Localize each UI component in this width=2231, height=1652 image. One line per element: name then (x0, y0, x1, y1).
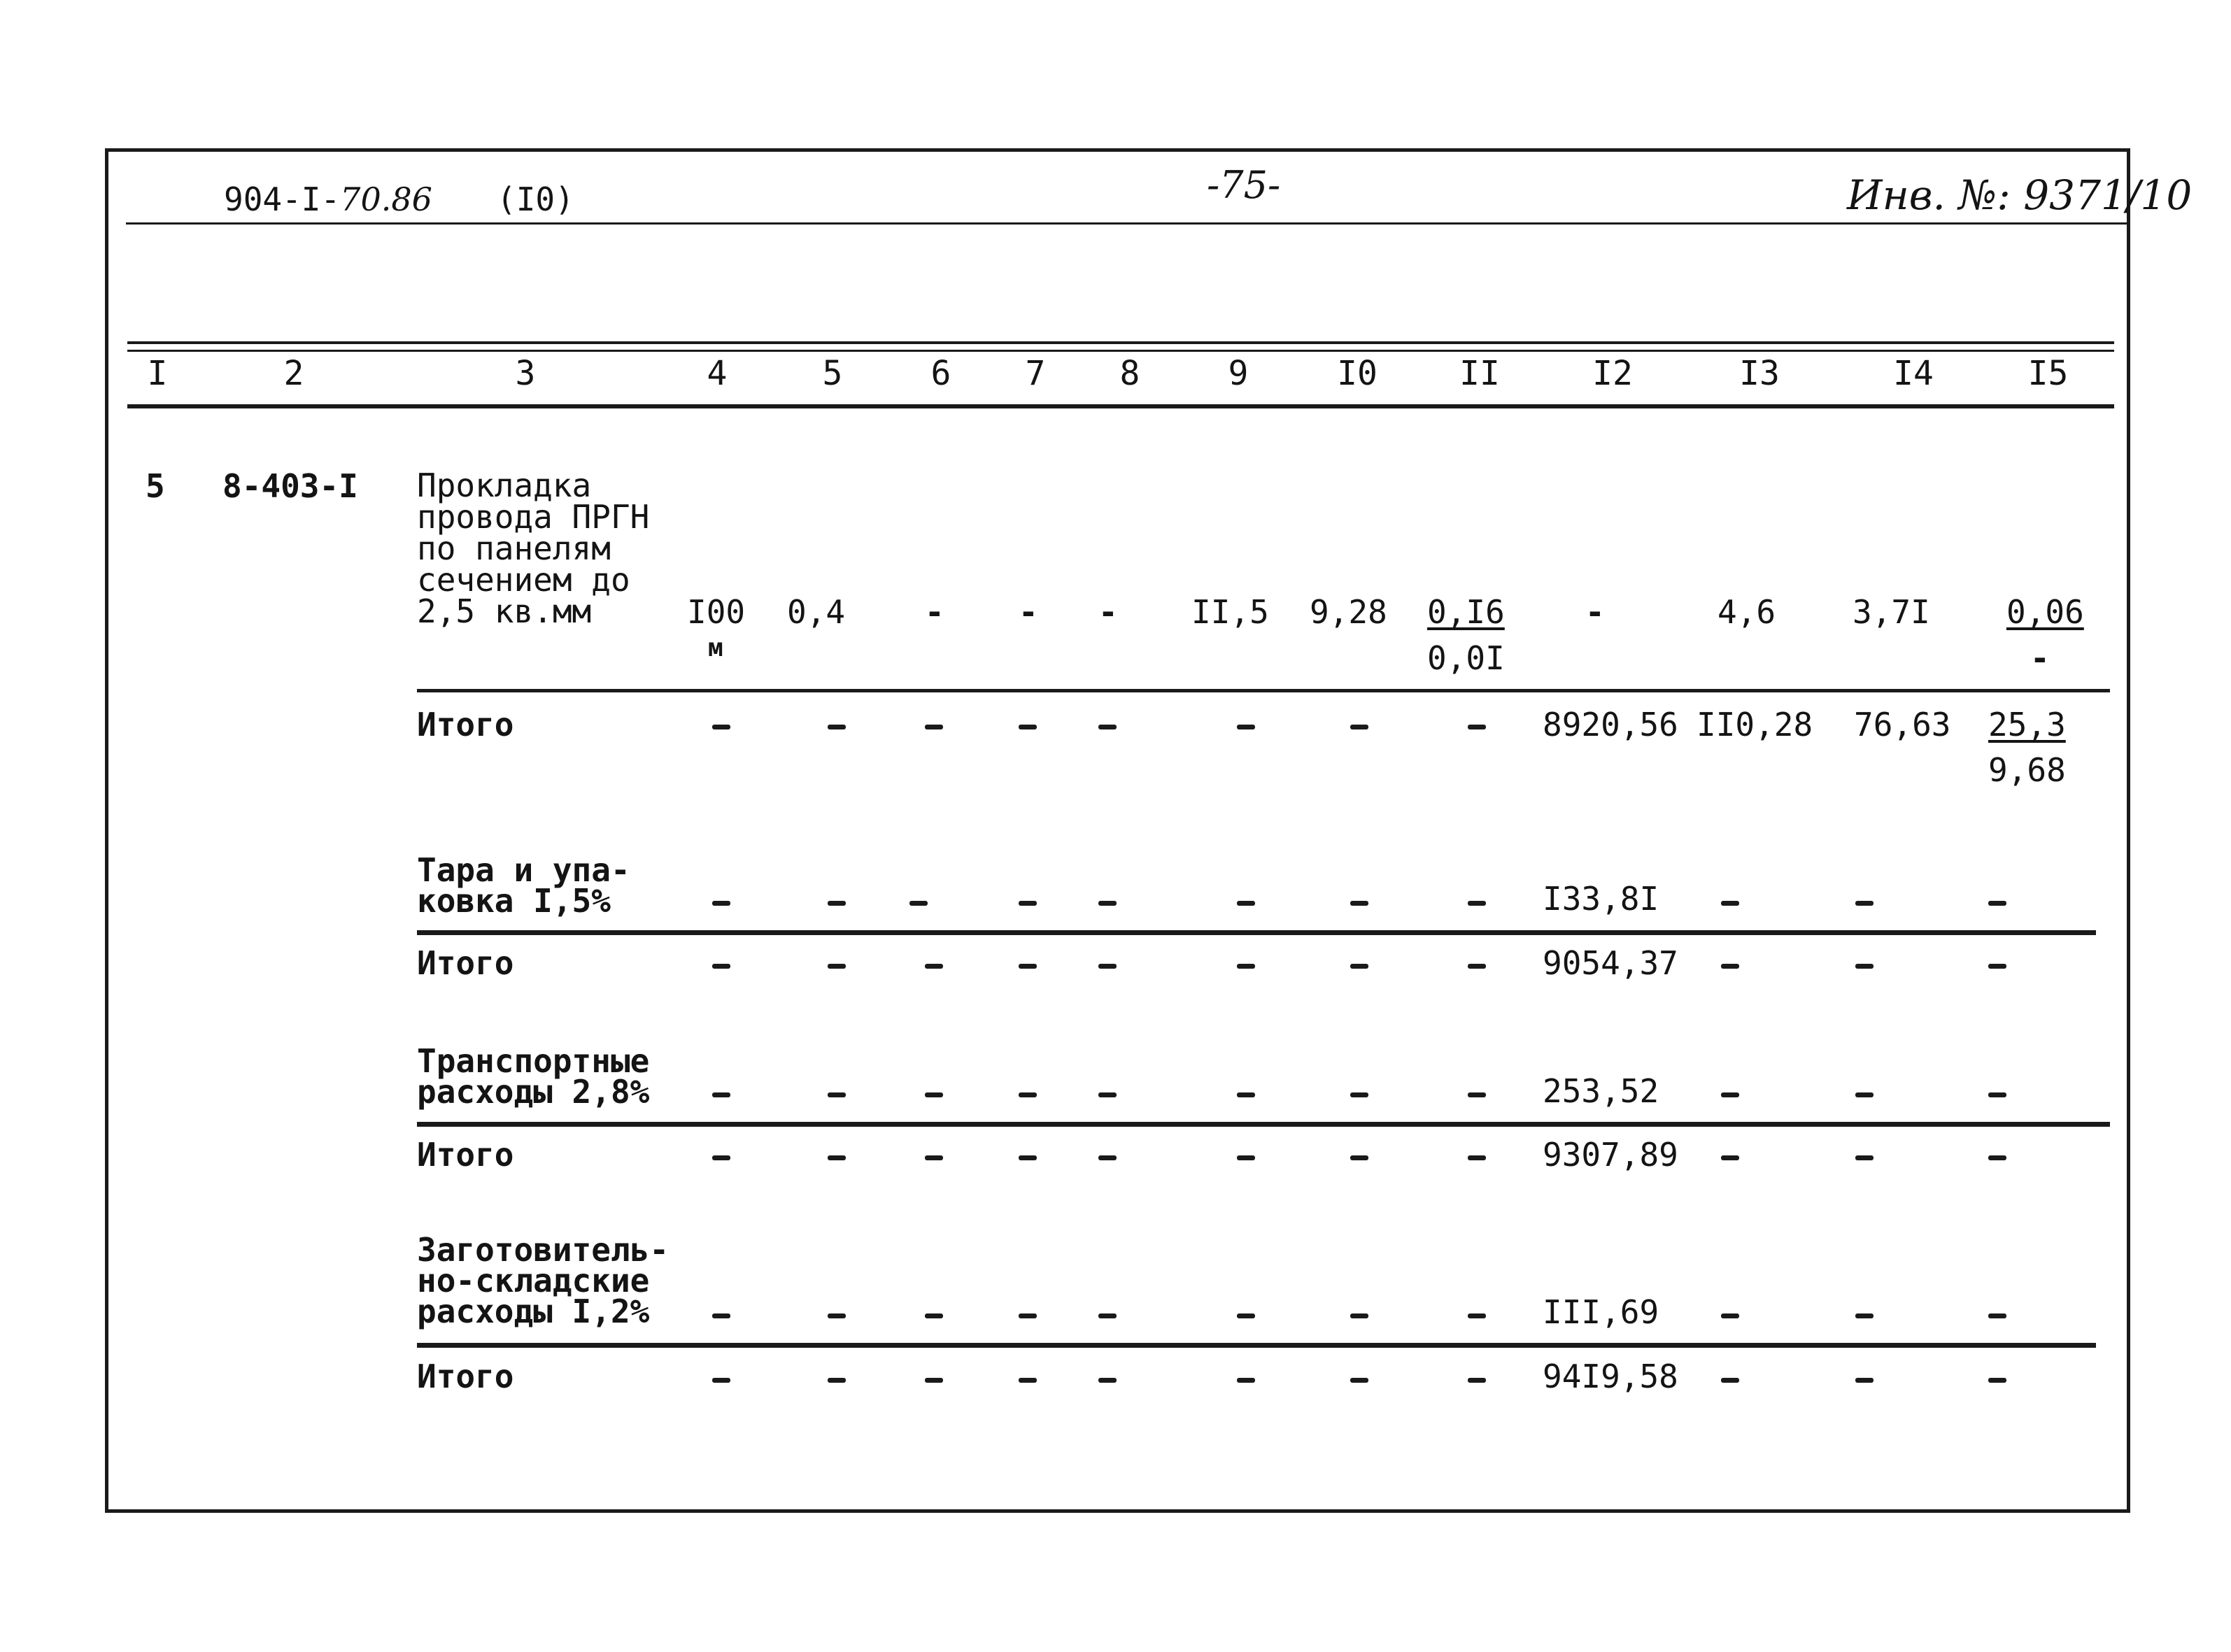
transport-dash-13 (1721, 1092, 1739, 1097)
transport-dash-8 (1098, 1092, 1117, 1097)
page-number: -75- (1207, 163, 1281, 207)
subtotal-2-dash-9 (1237, 964, 1255, 969)
transport-dash-5 (828, 1092, 846, 1097)
row-number: 5 (146, 467, 165, 505)
subtotal-1-dash-6 (925, 725, 943, 729)
subtotal-2-dash-8 (1098, 964, 1117, 969)
item-col-11-top: 0,I6 (1427, 593, 1505, 631)
subtotal-2-dash-13 (1721, 964, 1739, 969)
subtotal-4-dash-10 (1350, 1378, 1368, 1383)
subtotal-4-dash-6 (925, 1378, 943, 1383)
subtotal-1-label: Итого (417, 706, 514, 743)
subtotal-1-col-14: 76,63 (1854, 706, 1951, 743)
storage-dash-7 (1019, 1313, 1037, 1318)
subtotal-3-dash-6 (925, 1155, 943, 1160)
column-header-7: 7 (1025, 354, 1046, 393)
subtotal-2-dash-7 (1019, 964, 1037, 969)
subtotal-3-dash-8 (1098, 1155, 1117, 1160)
subtotal-4-label: Итого (417, 1358, 514, 1395)
inventory-number: Инв. №: 9371/10 (1847, 171, 2193, 219)
item-col-12: - (1585, 593, 1605, 631)
subtotal-3-dash-5 (828, 1155, 846, 1160)
subtotal-1-col-15-top: 25,3 (1988, 706, 2066, 743)
packaging-dash-13 (1721, 901, 1739, 906)
column-header-1: I (147, 354, 168, 393)
item-col-15-bottom: - (2030, 639, 2050, 677)
subtotal-2-dash-10 (1350, 964, 1368, 969)
packaging-dash-8 (1098, 901, 1117, 906)
subtotal-1-col-15-bottom: 9,68 (1988, 751, 2066, 789)
packaging-dash-10 (1350, 901, 1368, 906)
subtotal-2-dash-15 (1988, 964, 2006, 969)
subtotal-3-dash-4 (712, 1155, 730, 1160)
subtotal-2-dash-4 (712, 964, 730, 969)
transport-dash-14 (1855, 1092, 1874, 1097)
subtotal-4-dash-8 (1098, 1378, 1117, 1383)
subtotal-4-dash-15 (1988, 1378, 2006, 1383)
transport-label: Транспортные расходы 2,8% (417, 1042, 650, 1111)
storage-dash-4 (712, 1313, 730, 1318)
column-header-6: 6 (930, 354, 951, 393)
column-header-11: II (1459, 354, 1500, 393)
subtotal-2-dash-6 (925, 964, 943, 969)
column-header-top-rule (127, 341, 2114, 344)
column-header-10: I0 (1337, 354, 1377, 393)
subtotal-3-dash-10 (1350, 1155, 1368, 1160)
subtotal-1-dash-4 (712, 725, 730, 729)
transport-dash-10 (1350, 1092, 1368, 1097)
column-header-14: I4 (1893, 354, 1934, 393)
frame-right-border (2127, 148, 2130, 1512)
subtotal-4-dash-13 (1721, 1378, 1739, 1383)
column-header-8: 8 (1119, 354, 1140, 393)
storage-dash-9 (1237, 1313, 1255, 1318)
column-header-15: I5 (2027, 354, 2069, 393)
item-col-15-top: 0,06 (2006, 593, 2084, 631)
item-quantity: I00 (687, 593, 746, 631)
frame-bottom-border (105, 1509, 2130, 1513)
subtotal-1-dash-7 (1019, 725, 1037, 729)
packaging-label: Тара и упа- ковка I,5% (417, 851, 630, 920)
transport-dash-7 (1019, 1092, 1037, 1097)
column-header-9: 9 (1228, 354, 1249, 393)
storage-dash-6 (925, 1313, 943, 1318)
packaging-dash-5 (828, 901, 846, 906)
header-underline (126, 222, 2127, 225)
item-code: 8-403-I (222, 467, 358, 505)
subtotal-1-dash-9 (1237, 725, 1255, 729)
column-header-bottom-rule (127, 404, 2114, 408)
subtotal-4-col-12: 94I9,58 (1543, 1358, 1678, 1395)
rule-after-packaging (417, 930, 2096, 935)
transport-dash-9 (1237, 1092, 1255, 1097)
subtotal-1-dash-5 (828, 725, 846, 729)
subtotal-4-dash-11 (1468, 1378, 1486, 1383)
subtotal-3-dash-15 (1988, 1155, 2006, 1160)
packaging-dash-6 (909, 901, 928, 906)
subtotal-1-dash-8 (1098, 725, 1117, 729)
column-header-5: 5 (822, 354, 843, 393)
transport-col-12: 253,52 (1543, 1072, 1659, 1110)
transport-dash-15 (1988, 1092, 2006, 1097)
subtotal-1-col-12: 8920,56 (1543, 706, 1678, 743)
frame-top-border (105, 148, 2127, 152)
subtotal-2-dash-11 (1468, 964, 1486, 969)
packaging-dash-15 (1988, 901, 2006, 906)
subtotal-2-dash-14 (1855, 964, 1874, 969)
subtotal-2-dash-5 (828, 964, 846, 969)
column-header-3: 3 (515, 354, 536, 393)
item-col-8: - (1098, 593, 1118, 631)
item-col-11-bottom: 0,0I (1427, 639, 1505, 677)
storage-col-12: III,69 (1543, 1293, 1659, 1331)
item-col-14: 3,7I (1853, 593, 1930, 631)
packaging-dash-14 (1855, 901, 1874, 906)
subtotal-3-col-12: 9307,89 (1543, 1136, 1678, 1174)
packaging-dash-11 (1468, 901, 1486, 906)
packaging-dash-9 (1237, 901, 1255, 906)
column-header-top-rule-2 (127, 350, 2114, 352)
item-col-13: 4,6 (1717, 593, 1776, 631)
subtotal-3-dash-7 (1019, 1155, 1037, 1160)
storage-dash-15 (1988, 1313, 2006, 1318)
column-header-2: 2 (283, 354, 304, 393)
subtotal-3-dash-9 (1237, 1155, 1255, 1160)
storage-label: Заготовитель- но-складские расходы I,2% (417, 1231, 670, 1330)
storage-dash-8 (1098, 1313, 1117, 1318)
subtotal-2-col-12: 9054,37 (1543, 944, 1678, 982)
packaging-dash-4 (712, 901, 730, 906)
item-col-7: - (1019, 593, 1038, 631)
item-col-5: 0,4 (787, 593, 846, 631)
transport-dash-6 (925, 1092, 943, 1097)
transport-dash-11 (1468, 1092, 1486, 1097)
storage-dash-10 (1350, 1313, 1368, 1318)
item-col-9: II,5 (1191, 593, 1269, 631)
subtotal-3-dash-13 (1721, 1155, 1739, 1160)
subtotal-3-dash-11 (1468, 1155, 1486, 1160)
subtotal-1-dash-11 (1468, 725, 1486, 729)
subtotal-3-dash-14 (1855, 1155, 1874, 1160)
storage-dash-5 (828, 1313, 846, 1318)
document-code-printed: 904-I- (224, 180, 341, 218)
item-description: Прокладка провода ПРГН по панелям сечением до 2,5 кв.мм (417, 467, 650, 630)
subtotal-1-dash-10 (1350, 725, 1368, 729)
subtotal-4-dash-7 (1019, 1378, 1037, 1383)
transport-dash-4 (712, 1092, 730, 1097)
packaging-col-12: I33,8I (1543, 880, 1659, 918)
subtotal-4-dash-9 (1237, 1378, 1255, 1383)
subtotal-4-dash-14 (1855, 1378, 1874, 1383)
rule-after-transport (417, 1122, 2110, 1127)
column-header-13: I3 (1739, 354, 1780, 393)
subtotal-4-dash-5 (828, 1378, 846, 1383)
storage-dash-14 (1855, 1313, 1874, 1318)
storage-dash-13 (1721, 1313, 1739, 1318)
rule-after-storage (417, 1343, 2096, 1348)
storage-dash-11 (1468, 1313, 1486, 1318)
subtotal-1-col-13: II0,28 (1697, 706, 1813, 743)
item-col-6: - (925, 593, 944, 631)
packaging-dash-7 (1019, 901, 1037, 906)
rule-after-item (417, 689, 2110, 692)
document-code (224, 180, 432, 218)
column-header-12: I2 (1592, 354, 1633, 393)
subtotal-2-label: Итого (417, 944, 514, 982)
document-code-handwritten: 70.86 (340, 180, 432, 218)
item-unit: м (708, 634, 723, 662)
frame-left-border (105, 148, 108, 1512)
subtotal-4-dash-4 (712, 1378, 730, 1383)
document-part: (I0) (497, 180, 574, 218)
subtotal-3-label: Итого (417, 1136, 514, 1174)
column-header-4: 4 (707, 354, 728, 393)
item-col-10: 9,28 (1310, 593, 1387, 631)
